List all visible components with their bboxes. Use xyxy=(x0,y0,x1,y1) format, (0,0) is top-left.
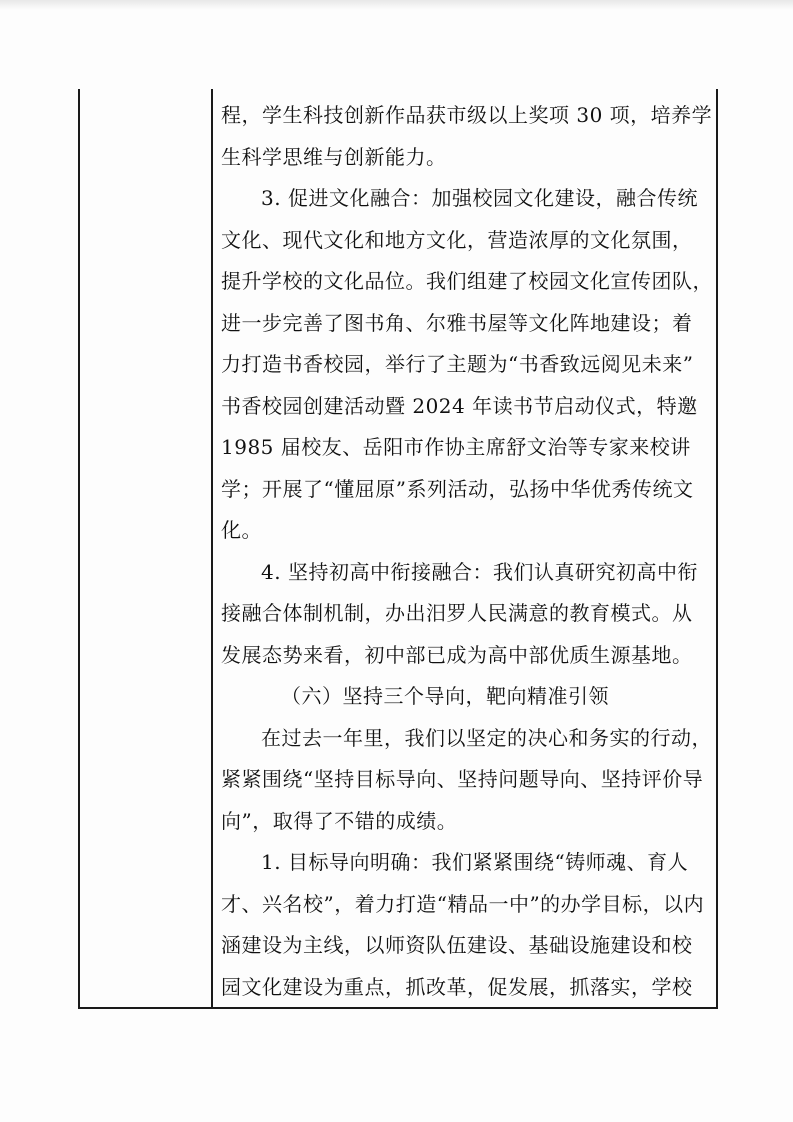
table-content-column xyxy=(213,89,718,1007)
text-line: 学；开展了“懂屈原”系列活动，弘扬中华优秀传统文 xyxy=(221,476,694,501)
text-line: 在过去一年里，我们以坚定的决心和务实的行动， xyxy=(261,725,712,750)
text-line: 书香校园创建活动暨 2024 年读书节启动仪式，特邀 xyxy=(221,393,698,418)
section-heading-1: 1. 目标导向明确：我们紧紧围绕“铸师魂、育人 xyxy=(261,850,689,874)
scan-edge-shadow xyxy=(0,0,793,10)
text-line: 才、兴名校”，着力打造“精品一中”的办学目标，以内 xyxy=(221,891,705,916)
text-line: 文化、现代文化和地方文化，营造浓厚的文化氛围， xyxy=(221,227,693,252)
section-heading-4: 4. 坚持初高中衔接融合：我们认真研究初高中衔 xyxy=(261,559,698,584)
text-line: 紧紧围绕“坚持目标导向、坚持问题导向、坚持评价导 xyxy=(221,767,704,791)
text-line: 化。 xyxy=(221,518,262,542)
text-line: 生科学思维与创新能力。 xyxy=(221,144,447,169)
text-line: 程，学生科技创新作品获市级以上奖项 30 项，培养学 xyxy=(221,103,713,127)
table-label-column xyxy=(80,89,213,1007)
text-line: 涵建设为主线，以师资队伍建设、基础设施建设和校 xyxy=(221,933,693,957)
text-line: 发展态势来看，初中部已成为高中部优质生源基地。 xyxy=(221,642,693,667)
section-heading-3: 3. 促进文化融合：加强校园文化建设，融合传统 xyxy=(261,186,698,210)
text-line: 提升学校的文化品位。我们组建了校园文化宣传团队， xyxy=(221,269,713,293)
text-line: 1985 届校友、岳阳市作协主席舒文治等专家来校讲 xyxy=(221,435,691,459)
text-line: 进一步完善了图书角、尔雅书屋等文化阵地建设；着 xyxy=(221,310,693,335)
section-heading-6: （六）坚持三个导向，靶向精准引领 xyxy=(281,684,609,708)
text-line: 向”，取得了不错的成绩。 xyxy=(221,808,458,833)
text-line: 力打造书香校园，举行了主题为“书香致远阅见未来” xyxy=(221,352,694,376)
text-line: 接融合体制机制，办出汨罗人民满意的教育模式。从 xyxy=(221,601,693,625)
text-line: 园文化建设为重点，抓改革，促发展，抓落实，学校 xyxy=(221,974,693,999)
report-table xyxy=(78,89,718,1009)
